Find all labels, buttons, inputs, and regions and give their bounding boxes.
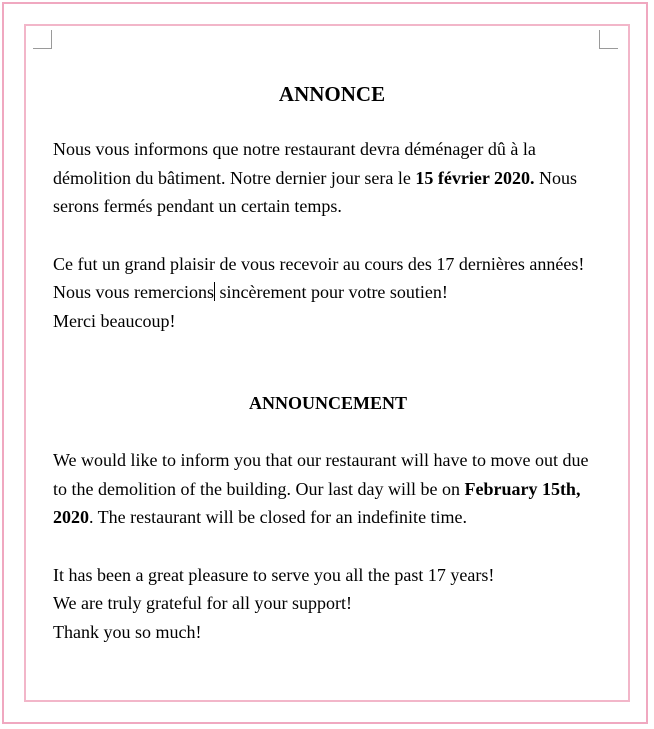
margin-corner-top-left	[33, 30, 52, 49]
french-title: ANNONCE	[278, 82, 386, 106]
english-title: ANNOUNCEMENT	[248, 393, 407, 413]
french-p2-text-end: sincèrement pour votre soutien!	[214, 282, 448, 302]
margin-corner-top-right	[599, 30, 618, 49]
french-p1-text-end: Nous serons fermés pendant un certain temps.	[53, 167, 578, 216]
english-closing-date: February 15th, 2020	[53, 478, 581, 527]
french-p1-text-start: Nous vous informons que notre restaurant devra déménager dû à la démolition du bâtiment. Notre dernier jour sera le	[53, 139, 536, 188]
english-p2-line-1: It has been a great pleasure to serve you all the past 17 years!	[53, 564, 495, 585]
document-body[interactable]	[53, 79, 603, 646]
english-p1-text-end: . The restaurant will be closed for an indefinite time.	[89, 507, 468, 527]
french-paragraph-1	[53, 135, 603, 221]
french-thanks: Merci beaucoup!	[53, 310, 176, 331]
english-paragraph-1	[53, 446, 603, 532]
english-paragraph-2	[53, 561, 603, 647]
english-p1-text-start: We would like to inform you that our restaurant will have to move out due to the demolition of the building. Our last day will be on	[53, 450, 589, 499]
french-p2-text-start: Ce fut un grand plaisir de vous recevoir au cours des 17 dernières années! Nous vous remercions	[53, 253, 585, 302]
french-closing-date: 15 février 2020.	[415, 167, 535, 188]
french-paragraph-2	[53, 250, 603, 336]
english-thanks: Thank you so much!	[53, 621, 202, 642]
english-p2-line-2: We are truly grateful for all your support!	[53, 593, 352, 613]
